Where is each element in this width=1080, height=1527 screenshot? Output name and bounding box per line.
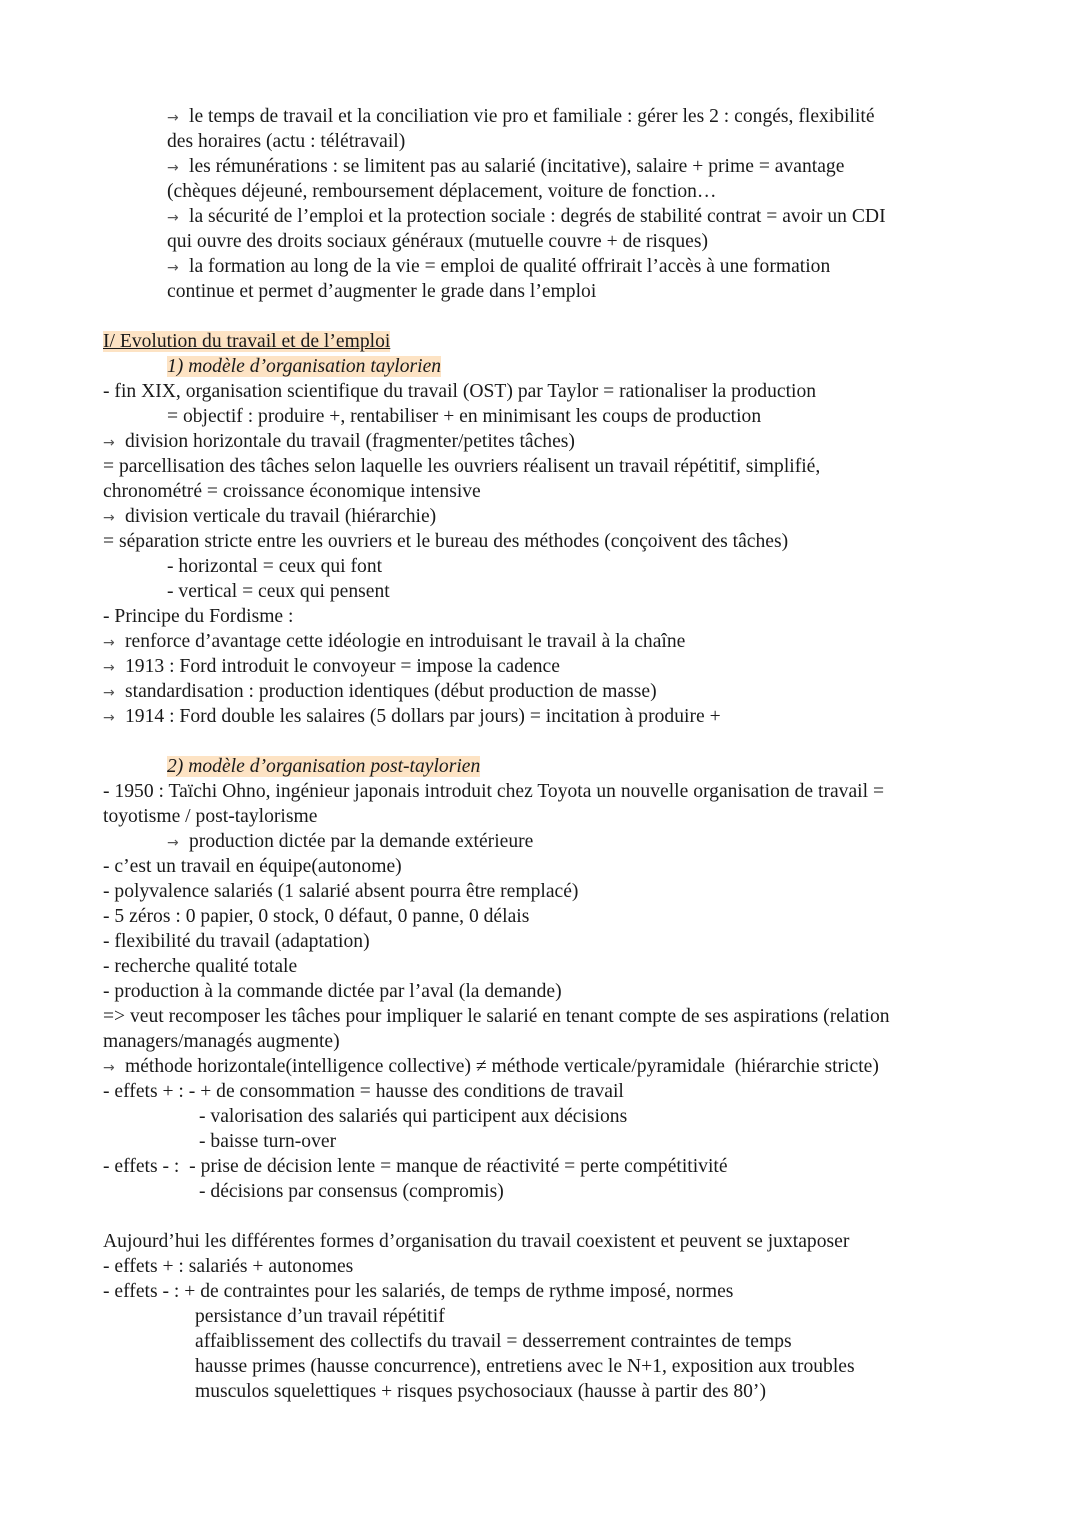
text-line: → standardisation : production identiques (début production de masse) xyxy=(103,679,1003,704)
text-line: - 5 zéros : 0 papier, 0 stock, 0 défaut, 0 panne, 0 délais xyxy=(103,906,530,927)
text-line: - polyvalence salariés (1 salarié absent pourra être remplacé) xyxy=(103,881,579,902)
arrow-icon: → xyxy=(103,435,115,451)
text-line: = parcellisation des tâches selon laquelle les ouvriers réalisent un travail répétitif, simplifié, xyxy=(103,456,821,477)
intro-line-2: des horaires (actu : télétravail) xyxy=(167,131,406,152)
text-line: persistance d’un travail répétitif xyxy=(195,1306,445,1327)
arrow-icon: → xyxy=(167,835,179,851)
arrow-icon: → xyxy=(103,635,115,651)
text-line: managers/managés augmente) xyxy=(103,1031,340,1052)
arrow-icon: → xyxy=(103,1060,115,1076)
text-line: → renforce d’avantage cette idéologie en introduisant le travail à la chaîne xyxy=(103,629,1003,654)
intro-line-8: continue et permet d’augmenter le grade dans l’emploi xyxy=(167,281,597,302)
text-line: - c’est un travail en équipe(autonome) xyxy=(103,856,402,877)
subsection-title-2: 2) modèle d’organisation post-taylorien xyxy=(167,756,481,777)
intro-line-6: qui ouvre des droits sociaux généraux (mutuelle couvre + de risques) xyxy=(167,231,709,252)
text-line: → méthode horizontale(intelligence collective) ≠ méthode verticale/pyramidale (hiérarchie stricte) xyxy=(103,1054,1003,1079)
text-line: → division horizontale du travail (fragmenter/petites tâches) xyxy=(103,429,1003,454)
intro-line-5: → la sécurité de l’emploi et la protection sociale : degrés de stabilité contrat = avoir un CDI xyxy=(103,204,1003,229)
text-line: - baisse turn-over xyxy=(199,1131,337,1152)
text-line: affaiblissement des collectifs du travail = desserrement contraintes de temps xyxy=(195,1331,792,1352)
arrow-icon: → xyxy=(167,110,179,126)
text-line: → division verticale du travail (hiérarchie) xyxy=(103,504,1003,529)
text-line: = objectif : produire +, rentabiliser + en minimisant les coups de production xyxy=(167,406,762,427)
arrow-icon: → xyxy=(103,510,115,526)
text-line: → production dictée par la demande extérieure xyxy=(103,829,1003,854)
subsection-title-1: 1) modèle d’organisation taylorien xyxy=(167,356,442,377)
text-line: hausse primes (hausse concurrence), entretiens avec le N+1, exposition aux troubles xyxy=(195,1356,855,1377)
text-line: Aujourd’hui les différentes formes d’organisation du travail coexistent et peuvent se juxtaposer xyxy=(103,1231,850,1252)
arrow-icon: → xyxy=(103,710,115,726)
text-line: toyotisme / post-taylorisme xyxy=(103,806,318,827)
text-line: - vertical = ceux qui pensent xyxy=(167,581,390,602)
text-line: - Principe du Fordisme : xyxy=(103,606,294,627)
text-line: musculos squelettiques + risques psychosociaux (hausse à partir des 80’) xyxy=(195,1381,766,1402)
arrow-icon: → xyxy=(167,210,179,226)
text-line: → 1913 : Ford introduit le convoyeur = impose la cadence xyxy=(103,654,1003,679)
text-line: - décisions par consensus (compromis) xyxy=(199,1181,504,1202)
text-line: = séparation stricte entre les ouvriers et le bureau des méthodes (conçoivent des tâches) xyxy=(103,531,789,552)
intro-line-4: (chèques déjeuné, remboursement déplacement, voiture de fonction… xyxy=(167,181,717,202)
text-line: - valorisation des salariés qui participent aux décisions xyxy=(199,1106,628,1127)
arrow-icon: → xyxy=(103,660,115,676)
text-line: - effets - : + de contraintes pour les salariés, de temps de rythme imposé, normes xyxy=(103,1281,734,1302)
text-line: - fin XIX, organisation scientifique du travail (OST) par Taylor = rationaliser la production xyxy=(103,381,817,402)
spacer xyxy=(103,1204,1003,1229)
intro-line-3: → les rémunérations : se limitent pas au salarié (incitative), salaire + prime = avantage xyxy=(103,154,1003,179)
text-line: - effets + : - + de consommation = hausse des conditions de travail xyxy=(103,1081,624,1102)
text-line: → 1914 : Ford double les salaires (5 dollars par jours) = incitation à produire + xyxy=(103,704,1003,729)
text-line: - horizontal = ceux qui font xyxy=(167,556,383,577)
section-title: I/ Evolution du travail et de l’emploi xyxy=(103,331,391,352)
spacer xyxy=(103,729,1003,754)
arrow-icon: → xyxy=(167,260,179,276)
document-page xyxy=(103,104,1003,1404)
text-line: => veut recomposer les tâches pour impliquer le salarié en tenant compte de ses aspirations (relation xyxy=(103,1006,890,1027)
spacer xyxy=(103,304,1003,329)
text-line: - production à la commande dictée par l’aval (la demande) xyxy=(103,981,562,1002)
arrow-icon: → xyxy=(103,685,115,701)
text-line: - effets + : salariés + autonomes xyxy=(103,1256,354,1277)
text-line: - effets - : - prise de décision lente = manque de réactivité = perte compétitivité xyxy=(103,1156,728,1177)
text-line: chronométré = croissance économique intensive xyxy=(103,481,481,502)
text-line: - recherche qualité totale xyxy=(103,956,298,977)
intro-line-1: → le temps de travail et la conciliation vie pro et familiale : gérer les 2 : congés, flexibilité xyxy=(103,104,1003,129)
intro-line-7: → la formation au long de la vie = emploi de qualité offrirait l’accès à une formation xyxy=(103,254,1003,279)
arrow-icon: → xyxy=(167,160,179,176)
text-line: - 1950 : Taïchi Ohno, ingénieur japonais introduit chez Toyota un nouvelle organisation de travail = xyxy=(103,781,884,802)
text-line: - flexibilité du travail (adaptation) xyxy=(103,931,370,952)
